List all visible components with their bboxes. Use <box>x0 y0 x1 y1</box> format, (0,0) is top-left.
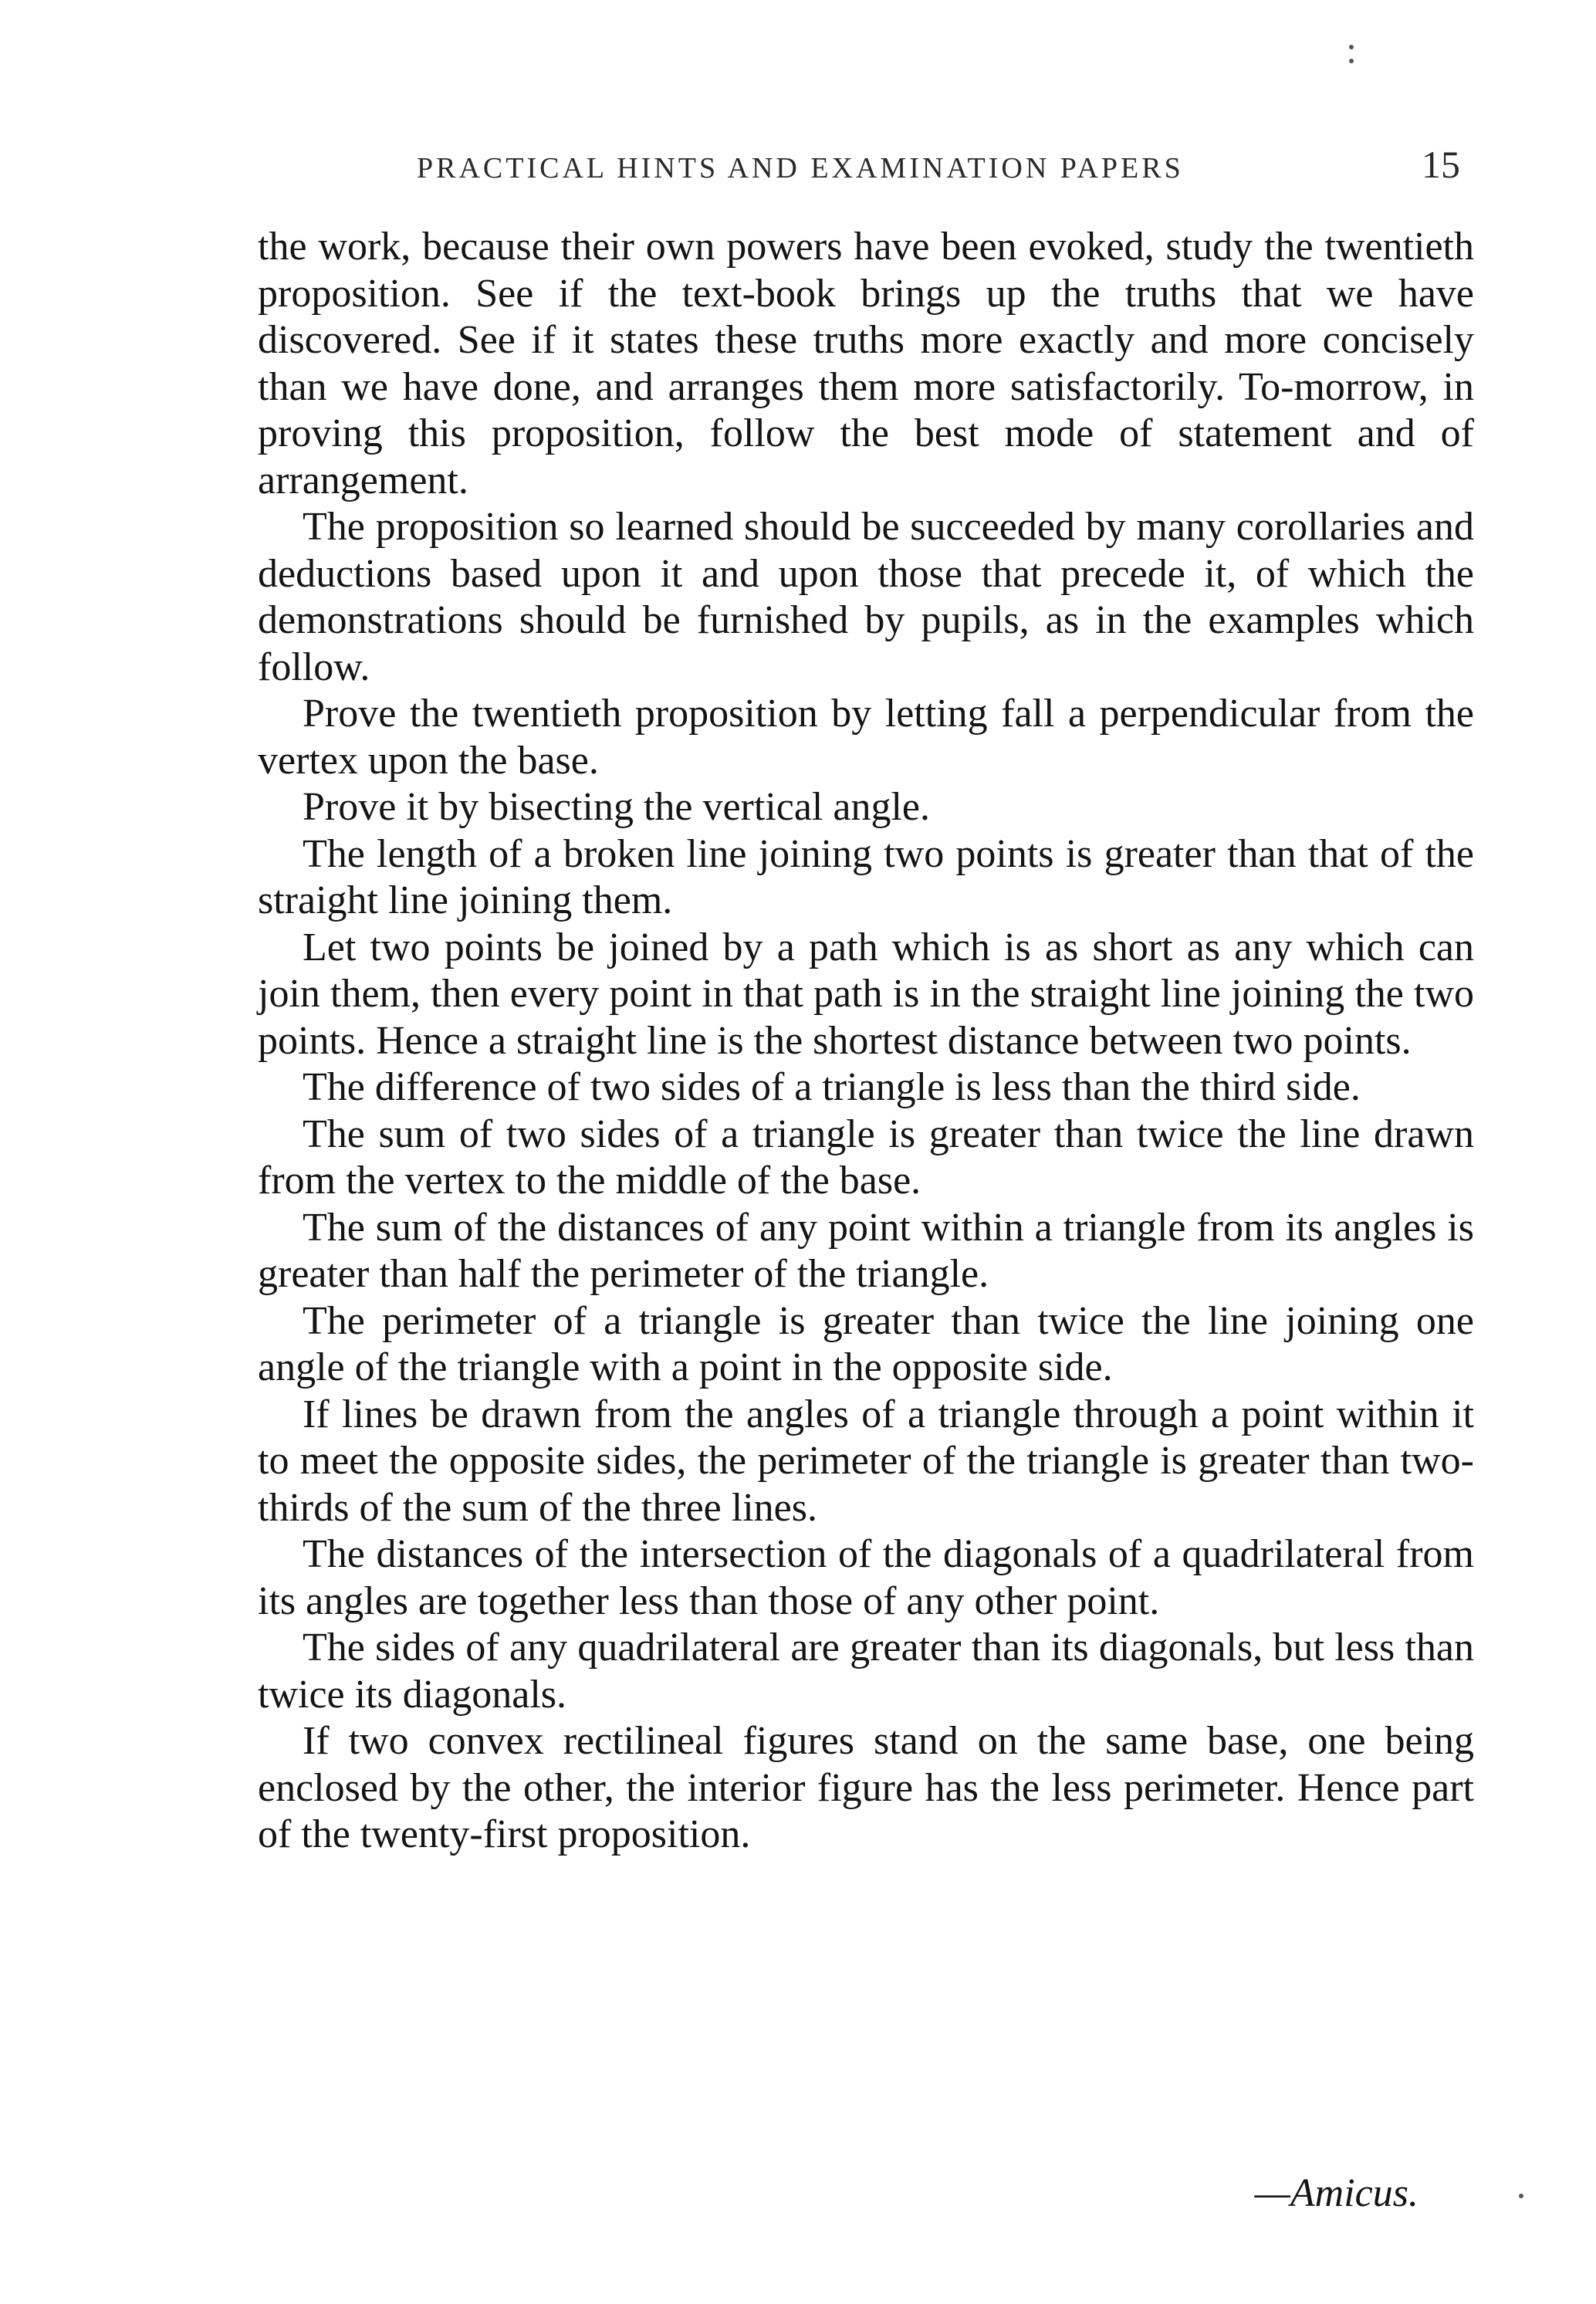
paragraph: If two convex rectilineal figures stand on the same base, one being enclosed by the other, the interior figure has the less perimeter. Hence part of the twenty-first proposition. <box>258 1719 1474 1856</box>
body-text <box>258 224 1474 1859</box>
scan-speck <box>1349 45 1354 49</box>
scan-speck <box>1519 2194 1523 2198</box>
paragraph: Prove the twentieth proposition by letting fall a perpendicular from the vertex upon the base. <box>258 692 1474 783</box>
paragraph: The sides of any quadrilateral are greater than its diagonals, but less than twice its diagonals. <box>258 1626 1474 1717</box>
paragraph: Prove it by bisecting the vertical angle. <box>303 785 930 829</box>
scan-speck <box>1349 59 1354 63</box>
paragraph: The sum of the distances of any point within a triangle from its angles is greater than half the perimeter of the triangle. <box>258 1205 1474 1296</box>
paragraph: If lines be drawn from the angles of a triangle through a point within it to meet the opposite sides, the perimeter of the triangle is greater than two-thirds of the sum of the three lines. <box>258 1392 1474 1530</box>
running-title: PRACTICAL HINTS AND EXAMINATION PAPERS <box>417 152 1184 184</box>
paragraph: Let two points be joined by a path which is as short as any which can join them, then every point in that path is in the straight line joining the two points. Hence a straight line is the shortest distance between two points. <box>258 925 1474 1063</box>
signature: —Amicus. <box>1254 2171 1418 2215</box>
paragraph: The difference of two sides of a triangle is less than the third side. <box>303 1065 1361 1109</box>
paragraph: The distances of the intersection of the diagonals of a quadrilateral from its angles are together less than those of any other point. <box>258 1532 1474 1623</box>
paragraph: The sum of two sides of a triangle is greater than twice the line drawn from the vertex to the middle of the base. <box>258 1111 1474 1203</box>
page-number: 15 <box>1422 143 1460 186</box>
paragraph: The proposition so learned should be succeeded by many corollaries and deductions based upon it and upon those that precede it, of which the demonstrations should be furnished by pupils, as in the examples which follow. <box>258 505 1474 689</box>
paragraph: the work, because their own powers have been evoked, study the twentieth proposition. See if the text-book brings up the truths that we have discovered. See if it states these truths more exactly and more concisely than we have done, and arranges them more satisfactorily. To-morrow, in proving this proposition, follow the best mode of statement and of arrangement. <box>258 225 1474 502</box>
paragraph: The perimeter of a triangle is greater than twice the line joining one angle of the triangle with a point in the opposite side. <box>258 1298 1474 1389</box>
paragraph: The length of a broken line joining two points is greater than that of the straight line joining them. <box>258 831 1474 922</box>
